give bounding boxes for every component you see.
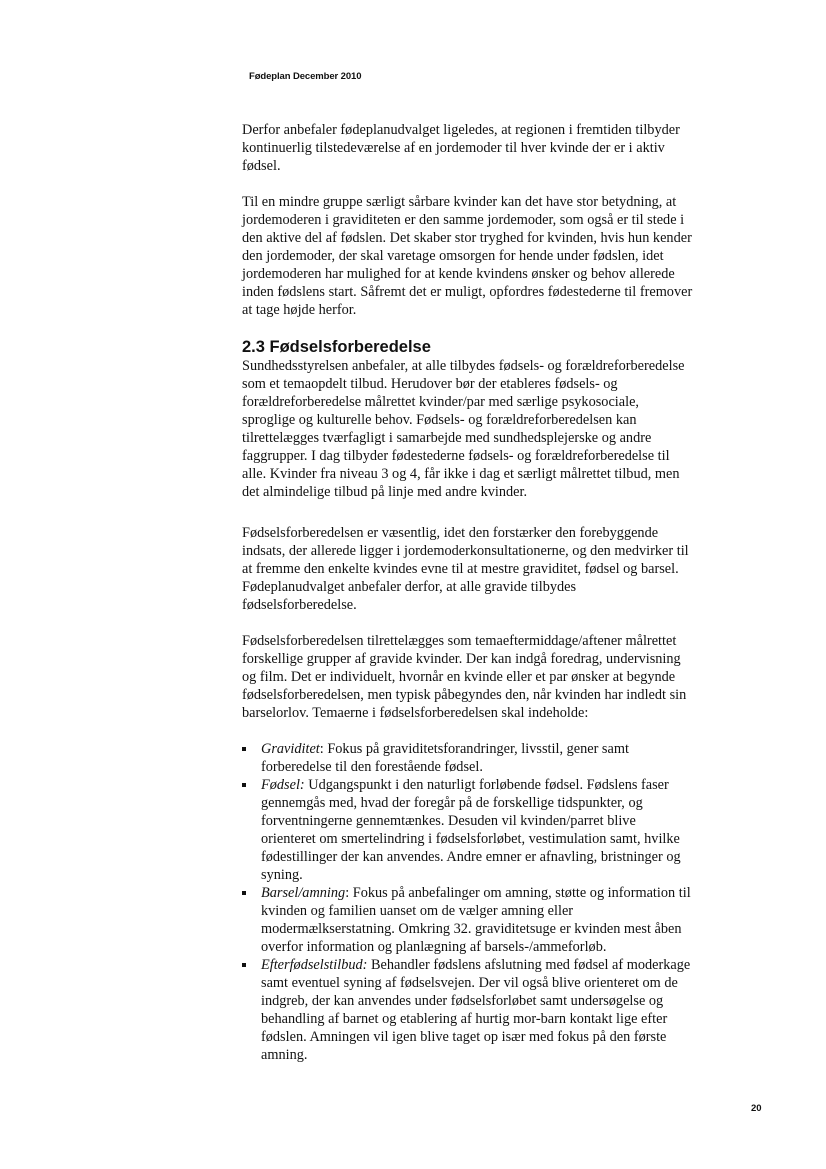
bullet-item-foedsel (242, 776, 694, 884)
paragraph-vaesentlig (242, 524, 694, 614)
paragraph-text: Til en mindre gruppe særligt sårbare kvinder kan det have stor betydning, at jordemoderen i graviditeten er den samme jordemoder, som også er til stede i den aktive del af fødslen. Det skaber stor tryghed for kvinden, hvis hun kender den jordemoder, der skal varetage omsorgen for hende under fødslen, idet jordemoderen har mulighed for at kende kvindens ønsker og behov allerede inden fødslens start. Såfremt det er muligt, opfordres fødestederne til fremover at tage højde herfor. (242, 194, 693, 318)
bullet-term: Barsel/amning (261, 885, 346, 901)
paragraph-text: Derfor anbefaler fødeplanudvalget ligeledes, at regionen i fremtiden tilbyder kontinuerlig tilstedeværelse af en jordemoder til hver kvinde der er i aktiv fødsel. (242, 122, 680, 174)
page-number: 20 (751, 1103, 762, 1114)
bullet-separator: : (299, 777, 305, 793)
bullet-text: Fokus på graviditetsforandringer, livsstil, gener samt forberedelse til den forestående fødsel. (261, 741, 629, 775)
section-heading: 2.3 Fødselsforberedelse (242, 338, 431, 356)
square-bullet-icon (242, 747, 246, 751)
bullet-item-barsel-amning (242, 884, 694, 956)
square-bullet-icon (242, 783, 246, 787)
bullet-text: Fokus på anbefalinger om amning, støtte og information til kvinden og familien uanset om de vælger amning eller modermælkserstatning. Omkring 32. graviditetsuge er kvinden mest åben overfor information og planlægning af barsels-/ammeforløb. (261, 885, 691, 955)
square-bullet-icon (242, 891, 246, 895)
bullet-term: Graviditet (261, 741, 320, 757)
square-bullet-icon (242, 963, 246, 967)
paragraph-sundhedsstyrelsen (242, 357, 694, 501)
bullet-separator: : (319, 741, 324, 757)
bullet-text: Behandler fødslens afslutning med fødsel af moderkage samt eventuel syning af fødselsvejen. Der vil også blive orienteret om de indgreb, der kan anvendes under fødselsforløbet samt undersøgelse og behandling af barnet og etablering af hurtig mor-barn kontakt lige efter fødslen. Amningen vil igen blive taget op især med fokus på den første amning. (261, 957, 691, 1063)
bullet-item-efterfoedselstilbud (242, 956, 694, 1064)
paragraph-saarbare-kvinder (242, 193, 694, 319)
paragraph-text: Sundhedsstyrelsen anbefaler, at alle tilbydes fødsels- og forældreforberedelse som et temaopdelt tilbud. Herudover bør der etableres fødsels- og forældreforberedelse målrettet kvinder/par med særlige psykosociale, sproglige og kulturelle behov. Fødsels- og forældreforberedelsen kan tilrettelægges tværfagligt i samarbejde med sundhedsplejerske og andre faggrupper. I dag tilbyder fødestederne fødsels- og forældreforberedelse til alle. Kvinder fra niveau 3 og 4, får ikke i dag et særligt målrettet tilbud, men det almindelige tilbud på linje med andre kvinder. (242, 358, 685, 500)
bullet-item-graviditet (242, 740, 694, 776)
paragraph-text: Fødselsforberedelsen tilrettelægges som temaeftermiddage/aftener målrettet forskellige grupper af gravide kvinder. Der kan indgå foredrag, undervisning og film. Det er individuelt, hvornår en kvinde eller et par ønsker at begynde fødselsforberedelsen, men typisk påbegyndes den, når kvinden har indledt sin barselorlov. Temaerne i fødselsforberedelsen skal indeholde: (242, 633, 687, 721)
bullet-term: Fødsel (261, 777, 300, 793)
bullet-separator: : (362, 957, 368, 973)
bullet-term: Efterfødselstilbud (261, 957, 363, 973)
paragraph-text: Fødselsforberedelsen er væsentlig, idet den forstærker den forebyggende indsats, der allerede ligger i jordemoderkonsultationerne, og den medvirker til at fremme den enkelte kvindes evne til at mestre graviditet, fødsel og barsel. Fødeplanudvalget anbefaler derfor, at alle gravide tilbydes fødselsforberedelse. (242, 525, 689, 613)
bullet-text: Udgangspunkt i den naturligt forløbende fødsel. Fødslens faser gennemgås med, hvad der foregår på de forskellige tidspunkter, og forventningerne gennemtænkes. Desuden vil kvinden/parret blive orienteret om smertelindring i fødselsforløbet, vestimulation samt, hvilke fødestillinger der kan anvendes. Andre emner er afnavling, bristninger og syning. (261, 777, 681, 883)
theme-bullet-list (242, 740, 694, 1064)
running-header: Fødeplan December 2010 (249, 71, 362, 82)
bullet-separator: : (345, 885, 350, 901)
paragraph-tilrettelaegges (242, 632, 694, 722)
paragraph-kontinuerlig (242, 121, 694, 175)
